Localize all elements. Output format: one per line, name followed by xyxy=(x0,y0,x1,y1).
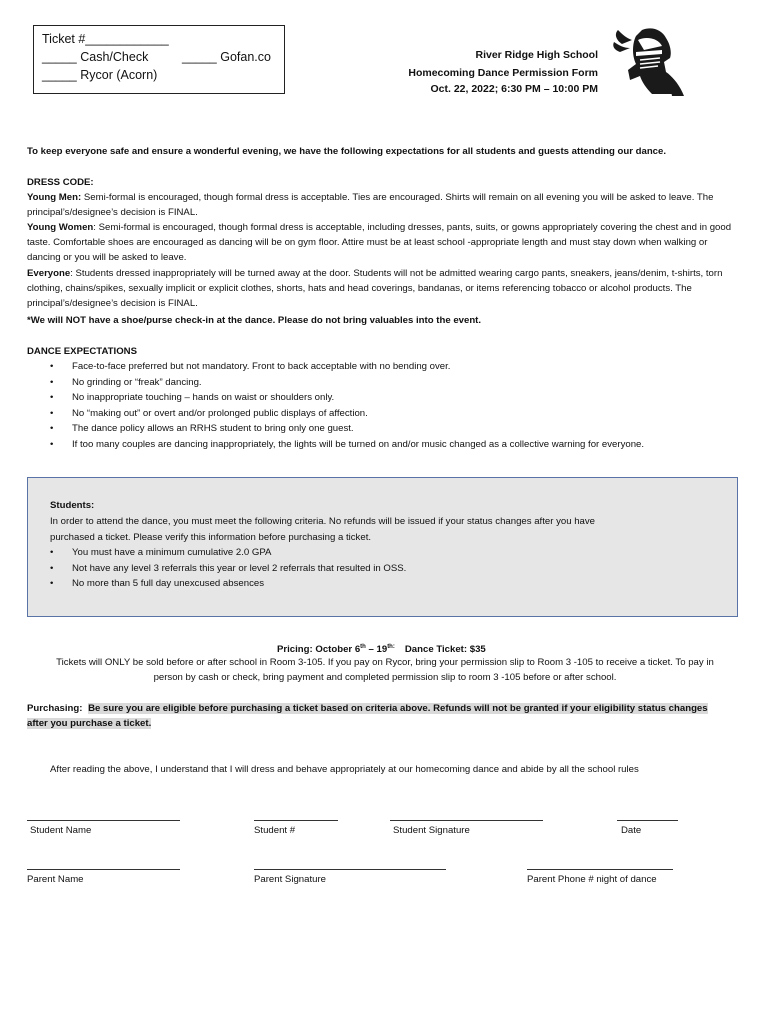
pricing-dates-a: Pricing: October 6 xyxy=(277,644,361,656)
ticket-number-field[interactable]: Ticket #____________ xyxy=(42,32,169,46)
intro-text: To keep everyone safe and ensure a wonderful evening, we have the following expectations for all students and guests attending our dance. xyxy=(27,146,667,157)
date-label: Date xyxy=(621,825,642,836)
parent-phone-line[interactable] xyxy=(527,869,673,870)
pricing-line-1: Tickets will ONLY be sold before or after school in Room 3-105. If you pay on Rycor, bring your permission slip to Room 3 -105 to receive a ticket. To pay in xyxy=(56,657,714,668)
young-women-label: Young Women xyxy=(27,222,94,233)
pricing-sup-2: th: xyxy=(387,644,395,650)
rycor-option[interactable]: _____ Rycor (Acorn) xyxy=(42,68,158,82)
student-number-line[interactable] xyxy=(254,820,338,821)
event-date: Oct. 22, 2022; 6:30 PM – 10:00 PM xyxy=(430,83,598,95)
students-heading: Students: xyxy=(50,500,95,511)
list-item: • You must have a minimum cumulative 2.0 GPA xyxy=(50,545,406,561)
parent-name-line[interactable] xyxy=(27,869,180,870)
parent-signature-line[interactable] xyxy=(254,869,446,870)
young-men-label: Young Men: xyxy=(27,192,82,203)
dress-young-women xyxy=(27,220,743,266)
dance-expectations-list xyxy=(50,359,644,453)
list-item: • If too many couples are dancing inappropriately, the lights will be turned on and/or music changed as a collective warning for everyone. xyxy=(50,437,644,453)
student-signature-line[interactable] xyxy=(390,820,543,821)
pricing-line-2: person by cash or check, bring payment and completed permission slip to room 3 -105 before or after school. xyxy=(153,672,617,683)
pricing-dates-b: – 19 xyxy=(365,644,388,656)
students-criteria-box xyxy=(27,477,738,617)
dress-code-heading: DRESS CODE: xyxy=(27,177,94,188)
everyone-label: Everyone xyxy=(27,268,71,279)
dress-everyone xyxy=(27,266,743,312)
student-signature-label: Student Signature xyxy=(393,825,470,836)
purchasing-line-1 xyxy=(27,701,708,716)
purchasing-text-2: after you purchase a ticket. xyxy=(27,718,152,729)
list-item: • No grinding or “freak” dancing. xyxy=(50,375,644,391)
young-men-text: Semi-formal is encouraged, though formal dress is acceptable. Ties are encouraged. Shirts will remain on all evening you will be asked to leave. The principal’s/designee’s decision is FINAL. xyxy=(27,192,714,219)
purchasing-label: Purchasing: xyxy=(27,703,83,714)
list-item: • No more than 5 full day unexcused absences xyxy=(50,576,406,592)
list-item: • No “making out” or overt and/or prolonged public displays of affection. xyxy=(50,406,644,422)
young-women-text: : Semi-formal is encouraged, though formal dress is acceptable, including dresses, pants, suits, or gowns appropriately covering the chest and in good taste. Comfortable shoes are encouraged as dancing will be on gym floor. Attire must be at least school -appropriate length and must stay down when walking or dancing or you will be asked to leave. xyxy=(27,222,732,264)
student-number-label: Student # xyxy=(254,825,296,836)
students-text-1: In order to attend the dance, you must meet the following criteria. No refunds will be issued if your status changes after you have xyxy=(50,516,596,527)
date-line[interactable] xyxy=(617,820,678,821)
dress-young-men xyxy=(27,190,743,220)
everyone-text: : Students dressed inappropriately will be turned away at the door. Students will not be admitted wearing cargo pants, sneakers, jeans/denim, t-shirts, torn clothing, chains/spikes, sexually implicit or explicit clothes, shorts, hats and head coverings, bandanas, or items referencing tobacco or alcohol products. The principal’s/designee’s decision is FINAL. xyxy=(27,268,723,310)
pricing-sup-1: th xyxy=(360,644,366,650)
list-item: • No inappropriate touching – hands on waist or shoulders only. xyxy=(50,390,644,406)
form-title: Homecoming Dance Permission Form xyxy=(408,67,598,79)
dance-expectations-heading: DANCE EXPECTATIONS xyxy=(27,346,137,357)
gofan-option[interactable]: _____ Gofan.co xyxy=(182,50,271,64)
student-name-line[interactable] xyxy=(27,820,180,821)
purchasing-text-1: Be sure you are eligible before purchasing a ticket based on criteria above. Refunds will not be granted if your eligibility status changes xyxy=(88,703,708,714)
list-item: • Not have any level 3 referrals this year or level 2 referrals that resulted in OSS. xyxy=(50,561,406,577)
list-item: • Face-to-face preferred but not mandatory. Front to back acceptable with no bending over. xyxy=(50,359,644,375)
purchasing-line-2 xyxy=(27,716,151,731)
shoe-purse-note: *We will NOT have a shoe/purse check-in at the dance. Please do not bring valuables into the event. xyxy=(27,315,482,326)
cash-check-option[interactable]: _____ Cash/Check xyxy=(42,50,149,64)
parent-phone-label: Parent Phone # night of dance xyxy=(527,874,657,885)
parent-name-label: Parent Name xyxy=(27,874,84,885)
parent-signature-label: Parent Signature xyxy=(254,874,326,885)
agreement-text: After reading the above, I understand that I will dress and behave appropriately at our homecoming dance and abide by all the school rules xyxy=(50,764,639,775)
student-name-label: Student Name xyxy=(30,825,92,836)
students-text-2: purchased a ticket. Please verify this information before purchasing a ticket. xyxy=(50,532,372,543)
school-name: River Ridge High School xyxy=(475,49,598,61)
list-item: • The dance policy allows an RRHS student to bring only one guest. xyxy=(50,421,644,437)
ticket-payment-box xyxy=(33,25,285,94)
knight-helmet-icon xyxy=(612,24,690,102)
students-criteria-list xyxy=(50,545,406,592)
dance-ticket-price: Dance Ticket: $35 xyxy=(404,644,486,656)
